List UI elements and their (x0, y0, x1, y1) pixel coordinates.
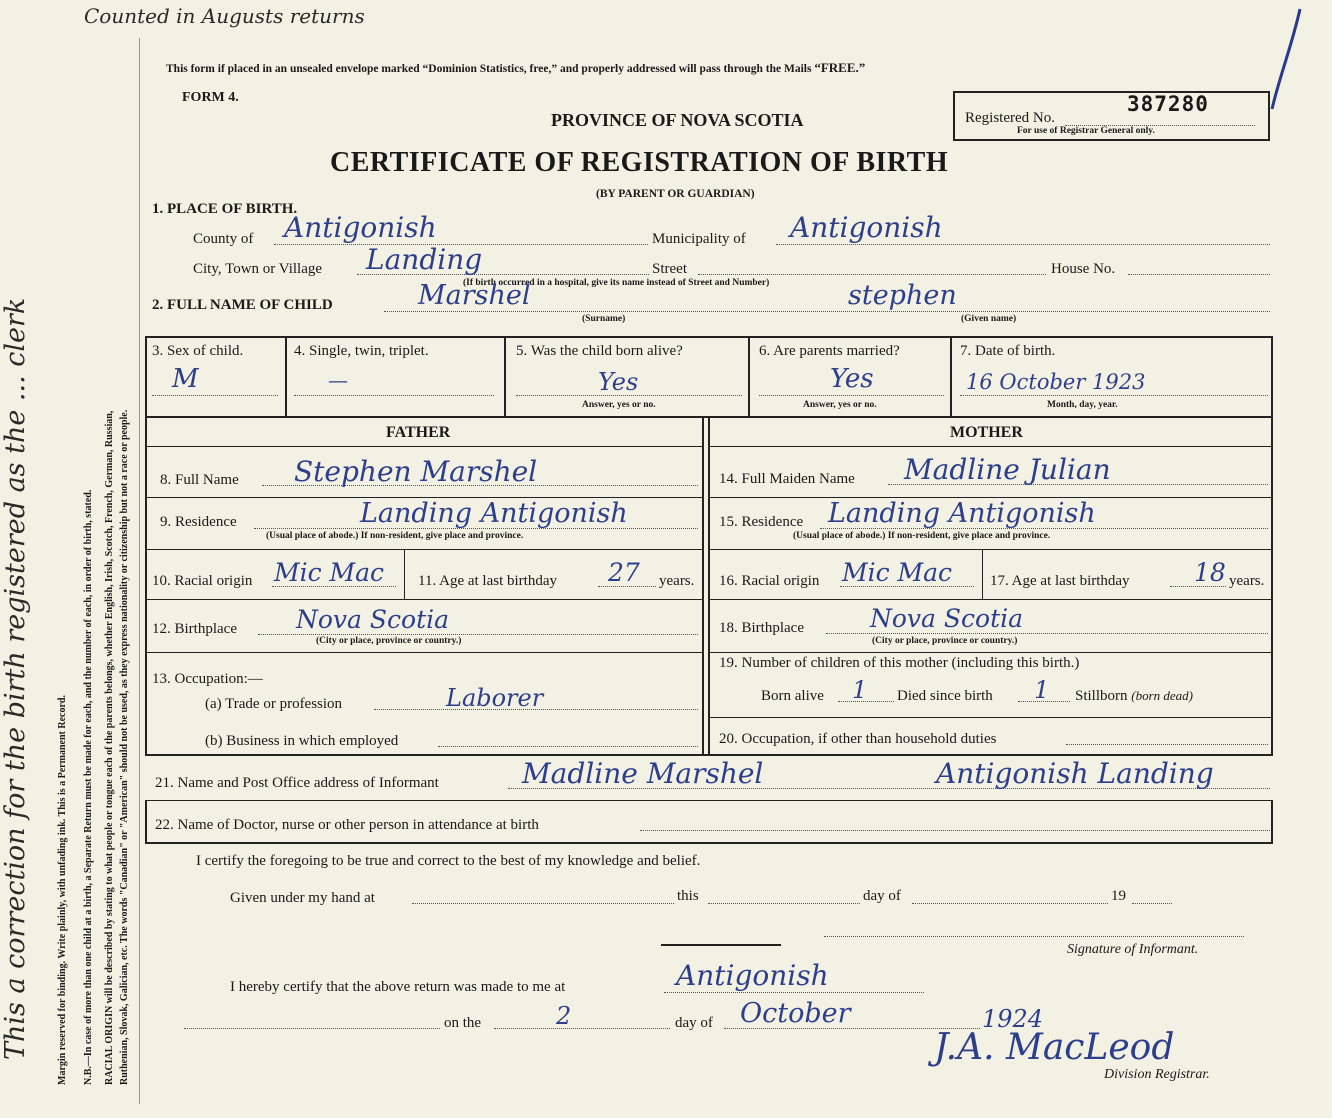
certify-statement: I certify the foregoing to be true and correct to the best of my knowledge and belief. (196, 853, 701, 869)
on-the-label: on the (444, 1015, 482, 1031)
binding-text-2: N.B.—In case of more than one child at a birth, a Separate Return must be made for each, and the number of each, in order of birth, stated. (83, 489, 94, 1085)
top-margin-note: Counted in Augusts returns (84, 4, 365, 28)
child-name-label: 2. FULL NAME OF CHILD (152, 297, 333, 313)
mother-age-label: 17. Age at last birthday (990, 573, 1130, 589)
father-name-label: 8. Full Name (160, 472, 239, 488)
registered-number-box (953, 91, 1270, 141)
given-name-caption: (Given name) (961, 314, 1017, 324)
division-registrar-label: Division Registrar. (1104, 1067, 1210, 1082)
died-since-birth-label: Died since birth (897, 688, 993, 704)
father-occupation-label: 13. Occupation:— (152, 671, 263, 687)
mother-racial-value: Mic Mac (842, 558, 953, 587)
binding-margin-rule (139, 38, 140, 1104)
father-age-years: years. (659, 573, 695, 589)
certificate-title: CERTIFICATE OF REGISTRATION OF BIRTH (330, 147, 949, 178)
house-label: House No. (1051, 261, 1116, 277)
mother-residence-value: Landing Antigonish (828, 498, 1096, 529)
mother-children-label: 19. Number of children of this mother (including this birth.) (719, 655, 1080, 671)
informant-name: Madline Marshel (522, 757, 764, 790)
born-alive-count: 1 (852, 676, 868, 704)
mother-occupation-label: 20. Occupation, if other than household duties (719, 731, 997, 747)
informant-address: Antigonish Landing (936, 757, 1214, 790)
father-name-value: Stephen Marshel (294, 455, 538, 488)
father-heading: FATHER (386, 424, 451, 441)
mother-birthplace-value: Nova Scotia (870, 604, 1024, 633)
registrar-place: Antigonish (676, 959, 829, 992)
father-birthplace-label: 12. Birthplace (152, 621, 237, 637)
certificate-subtitle: (BY PARENT OR GUARDIAN) (596, 188, 755, 200)
parents-married-label: 6. Are parents married? (759, 343, 900, 359)
registrar-use-note: For use of Registrar General only. (1017, 126, 1155, 136)
county-label: County of (193, 231, 254, 247)
sex-label: 3. Sex of child. (152, 343, 244, 359)
father-business-label: (b) Business in which employed (205, 733, 399, 749)
date-of-birth-value: 16 October 1923 (966, 370, 1146, 394)
mother-birthplace-label: 18. Birthplace (719, 620, 804, 636)
father-racial-label: 10. Racial origin (152, 573, 253, 589)
child-given-name: stephen (848, 280, 957, 311)
parents-married-value: Yes (830, 364, 874, 394)
born-alive-caption: Answer, yes or no. (582, 400, 656, 410)
signature-of-informant: Signature of Informant. (1067, 942, 1199, 957)
died-since-birth-count: 1 (1034, 676, 1050, 704)
doctor-label: 22. Name of Doctor, nurse or other person in attendance at birth (155, 817, 539, 833)
father-age-label: 11. Age at last birthday (418, 573, 557, 589)
registration-day: 2 (556, 1002, 572, 1030)
born-alive-value: Yes (598, 368, 639, 396)
mother-age-years: years. (1229, 573, 1265, 589)
binding-text-4: Ruthenian, Slovak, Galician, etc. The words "Canadian" or "American" should not be used, as they express nationality or citizenship but not a race or people. (119, 409, 130, 1085)
father-residence-label: 9. Residence (160, 514, 237, 530)
given-under-hand-label: Given under my hand at (230, 890, 375, 906)
surname-caption: (Surname) (582, 314, 626, 324)
binding-text-3: RACIAL ORIGIN will be described by stating to what people or tongue each of the parents belongs, whether English, Irish, Scotch, French, German, Russian, (104, 410, 115, 1085)
father-birthplace-caption: (City or place, province or country.) (316, 636, 462, 646)
mother-heading: MOTHER (950, 424, 1023, 441)
municipality-label: Municipality of (652, 231, 746, 247)
county-value: Antigonish (284, 211, 437, 244)
parents-married-caption: Answer, yes or no. (803, 400, 877, 410)
sex-value: M (172, 364, 199, 394)
binding-text-1: Margin reserved for binding. Write plainly, with unfading ink. This is a Permanent Record. (57, 695, 68, 1085)
city-label: City, Town or Village (193, 261, 323, 277)
informant-label: 21. Name and Post Office address of Informant (155, 775, 439, 791)
mail-notice: This form if placed in an unsealed envelope marked “Dominion Statistics, free,” and properly addressed will pass through the Mails “FREE.” (166, 60, 866, 75)
hospital-note: (If birth occurred in a hospital, give its name instead of Street and Number) (463, 278, 770, 288)
single-twin-value: — (328, 368, 348, 392)
year-label: 19 (1111, 888, 1126, 904)
municipality-value: Antigonish (790, 211, 943, 244)
this-label: this (677, 888, 699, 904)
father-age-value: 27 (608, 558, 640, 587)
father-residence-value: Landing Antigonish (360, 498, 628, 529)
province-heading: PROVINCE OF NOVA SCOTIA (551, 110, 804, 130)
father-trade-label: (a) Trade or profession (205, 696, 343, 712)
father-birthplace-value: Nova Scotia (296, 605, 450, 634)
born-alive-label: 5. Was the child born alive? (516, 343, 683, 359)
mother-age-value: 18 (1194, 558, 1226, 587)
father-trade-value: Laborer (446, 684, 544, 712)
day-of2-label: day of (675, 1015, 713, 1031)
born-alive-count-label: Born alive (761, 688, 824, 704)
registration-year: 1924 (982, 1005, 1044, 1033)
date-of-birth-caption: Month, day, year. (1047, 400, 1118, 410)
father-racial-value: Mic Mac (274, 558, 385, 587)
mother-residence-label: 15. Residence (719, 514, 804, 530)
mother-residence-caption: (Usual place of abode.) If non-resident, give place and province. (793, 531, 1051, 541)
place-of-birth-heading: 1. PLACE OF BIRTH. (152, 201, 298, 217)
registration-month: October (740, 998, 851, 1029)
form-number: FORM 4. (182, 90, 239, 105)
center-rule (661, 944, 781, 946)
mother-racial-label: 16. Racial origin (719, 573, 820, 589)
day-of-label: day of (863, 888, 901, 904)
father-residence-caption: (Usual place of abode.) If non-resident, give place and province. (266, 531, 524, 541)
street-label: Street (652, 261, 687, 277)
grid-top-rule (145, 336, 1273, 338)
single-twin-label: 4. Single, twin, triplet. (294, 343, 429, 359)
registered-number: 387280 (1127, 92, 1209, 116)
child-surname: Marshel (418, 280, 531, 311)
mother-name-value: Madline Julian (904, 453, 1111, 486)
stillborn-label: Stillborn (born dead) (1075, 688, 1194, 704)
mother-birthplace-caption: (City or place, province or country.) (872, 636, 1018, 646)
registrar-statement: I hereby certify that the above return was made to me at (230, 979, 566, 995)
registrar-signature: J.A. MacLeod (934, 1027, 1175, 1068)
mother-name-label: 14. Full Maiden Name (719, 471, 855, 487)
date-of-birth-label: 7. Date of birth. (960, 343, 1056, 359)
left-margin-note: This a correction for the birth registered as the ... clerk (0, 297, 31, 1060)
registered-label: Registered No. (965, 110, 1055, 126)
city-value: Landing (366, 243, 483, 276)
